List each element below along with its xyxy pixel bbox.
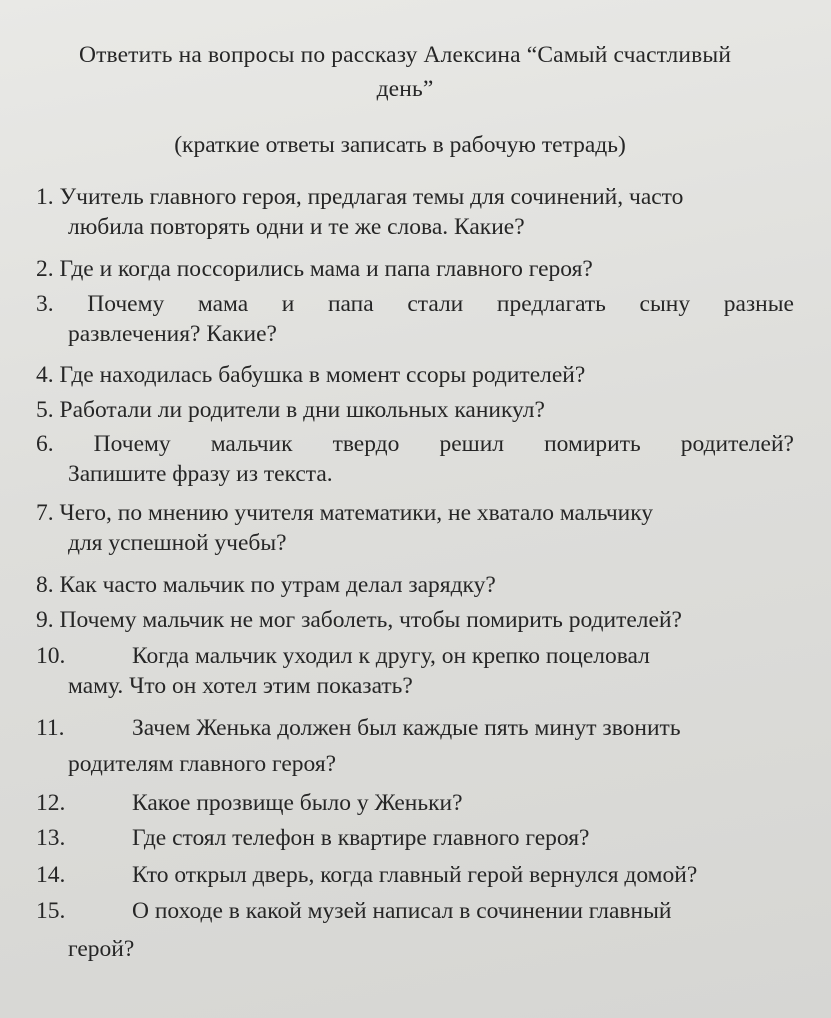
question-number: 3. (36, 291, 54, 317)
question-text: Как часто мальчик по утрам делал зарядку? (59, 572, 496, 598)
question-text: Где и когда поссорились мама и папа главного героя? (59, 256, 593, 282)
question-text: 3. Почему мама и папа стали предлагать сыну разные (36, 291, 794, 317)
question-text-continuation: для успешной учебы? (68, 530, 287, 556)
question-text: Кто открыл дверь, когда главный герой вернулся домой? (132, 862, 698, 888)
question-text-continuation: герой? (68, 936, 135, 962)
question-text: Какое прозвище было у Женьки? (132, 790, 463, 816)
question-number: 9. (36, 607, 54, 633)
question-number: 4. (36, 362, 54, 388)
question-text: Зачем Женька должен был каждые пять минут звонить (132, 715, 681, 741)
question-text-continuation: развлечения? Какие? (68, 321, 277, 347)
question-text: Где находилась бабушка в момент ссоры родителей? (59, 362, 586, 388)
question-10 (36, 641, 794, 701)
question-4 (36, 360, 794, 390)
question-number: 11. (36, 715, 65, 741)
question-13 (36, 823, 794, 853)
question-6 (36, 429, 794, 489)
question-text: Где стоял телефон в квартире главного героя? (132, 825, 590, 851)
question-12 (36, 788, 794, 818)
title-line-2: день” (376, 76, 434, 102)
question-number: 13. (36, 825, 66, 851)
question-text: Учитель главного героя, предлагая темы для сочинений, часто (59, 184, 684, 210)
question-text: О походе в какой музей написал в сочинении главный (132, 898, 672, 924)
question-1 (36, 182, 794, 242)
question-number: 12. (36, 790, 66, 816)
question-text: Чего, по мнению учителя математики, не хватало мальчику (59, 500, 654, 526)
question-3 (36, 289, 794, 349)
question-5 (36, 395, 794, 425)
question-14 (36, 860, 794, 890)
question-7 (36, 498, 794, 558)
question-2 (36, 254, 794, 284)
question-number: 2. (36, 256, 54, 282)
question-text-continuation: Запишите фразу из текста. (68, 461, 333, 487)
question-text-continuation: родителям главного героя? (68, 751, 337, 777)
question-number: 6. (36, 431, 54, 457)
question-number: 5. (36, 397, 54, 423)
question-number: 1. (36, 184, 54, 210)
question-text-continuation: маму. Что он хотел этим показать? (68, 673, 413, 699)
question-number: 15. (36, 898, 66, 924)
document-subtitle: (краткие ответы записать в рабочую тетрадь) (174, 132, 626, 158)
title-line-1: Ответить на вопросы по рассказу Алексина “Самый счастливый (78, 42, 732, 68)
question-text: 6. Почему мальчик твердо решил помирить родителей? (36, 431, 794, 457)
question-11 (36, 713, 794, 779)
question-text: Почему мальчик не мог заболеть, чтобы помирить родителей? (59, 607, 682, 633)
question-8 (36, 570, 794, 600)
question-number: 10. (36, 643, 66, 669)
question-text: Работали ли родители в дни школьных каникул? (59, 397, 545, 423)
question-number: 14. (36, 862, 66, 888)
question-number: 7. (36, 500, 54, 526)
question-15 (36, 896, 794, 964)
question-text: Когда мальчик уходил к другу, он крепко поцеловал (132, 643, 650, 669)
document-title (20, 38, 790, 106)
question-9 (36, 605, 794, 635)
question-number: 8. (36, 572, 54, 598)
question-text-continuation: любила повторять одни и те же слова. Какие? (68, 214, 525, 240)
